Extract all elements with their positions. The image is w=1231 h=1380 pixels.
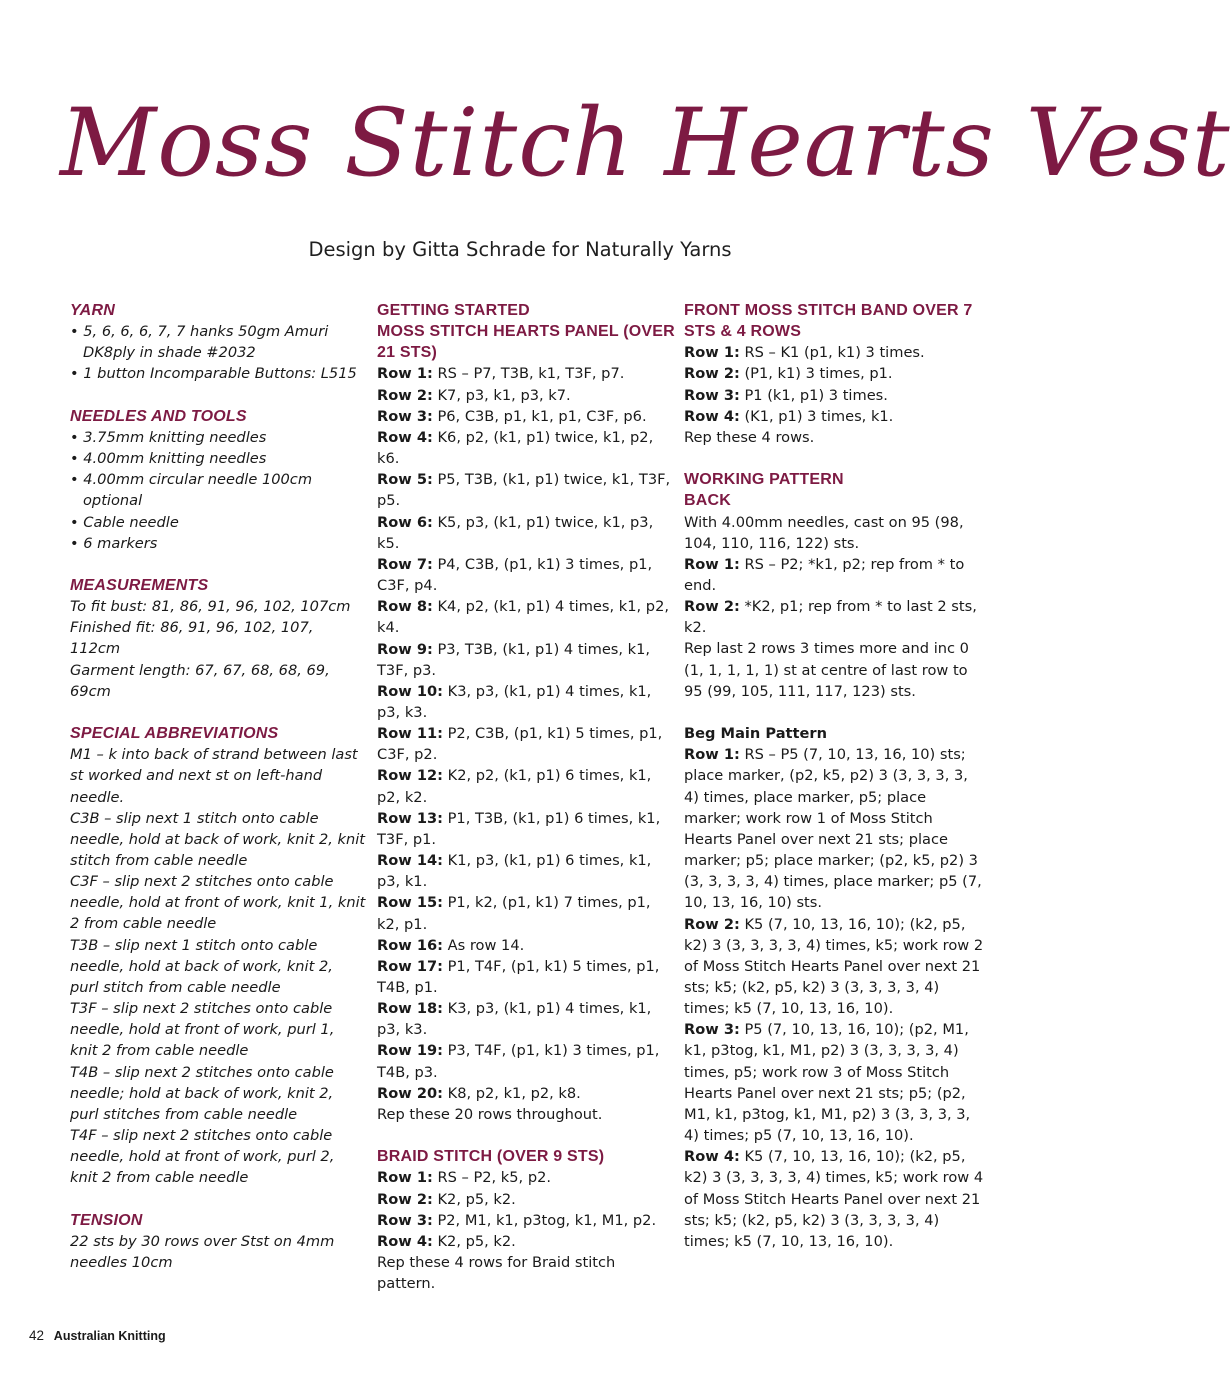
row-text: K5 (7, 10, 13, 16, 10); (k2, p5, k2) 3 (3, 3, 3, 3, 4) times, k5; work row 4 of Moss Stitch Hearts Panel over next 21 sts; k5; (k2, p5, k2) 3 (3, 3, 3, 3, 4) times; k5 (7, 10, 13, 16, 10). [684,1148,984,1250]
row-label: Row 16: [377,936,443,954]
working-pattern-section [684,469,984,702]
abbreviation-line: T4F – slip next 2 stitches onto cable needle, hold at front of work, purl 2, knit 2 from cable needle [70,1127,335,1187]
braid-section [377,1146,675,1294]
row-label: Row 1: [684,344,740,362]
row-label: Row 20: [377,1084,443,1102]
pattern-row [377,850,675,892]
row-text: P1, k2, (p1, k1) 7 times, p1, k2, p1. [377,894,651,933]
abbreviation-line: C3F – slip next 2 stitches onto cable needle, hold at front of work, knit 1, knit 2 from cable needle [70,873,366,933]
pattern-row [684,596,984,638]
needle-item-text: 4.00mm knitting needles [83,450,267,468]
pattern-row [684,342,984,363]
yarn-section [70,300,366,385]
pattern-row [377,512,675,554]
row-text: P5 (7, 10, 13, 16, 10); (p2, M1, k1, p3tog, k1, M1, p2) 3 (3, 3, 3, 3, 4) times, p5; work row 3 of Moss Stitch Hearts Panel over next 21 sts; p5; (p2, M1, k1, p3tog, k1, M1, p2) 3 (3, 3, 3, 3, 4) times; p5 (7, 10, 13, 16, 10). [684,1021,971,1145]
main-pattern-heading: Beg Main Pattern [684,725,827,743]
pattern-row [377,1167,675,1188]
list-item: • 4.00mm circular needle 100cm optional [70,471,313,510]
needle-item-text: Cable needle [83,513,179,531]
braid-note: Rep these 4 rows for Braid stitch pattern. [377,1254,616,1293]
row-label: Row 3: [377,407,433,425]
row-label: Row 4: [377,428,433,446]
row-label: Row 18: [377,1000,443,1018]
abbreviation-line: M1 – k into back of strand between last st worked and next st on left-hand needle. [70,746,358,806]
row-text: RS – P7, T3B, k1, T3F, p7. [432,365,625,383]
middle-column [377,300,675,1315]
row-label: Row 14: [377,852,443,870]
pattern-row [377,363,675,384]
row-label: Row 1: [684,555,740,573]
pattern-row [684,385,984,406]
pattern-row [377,1083,675,1104]
abbreviation-line: T4B – slip next 2 stitches onto cable needle; hold at back of work, knit 2, purl stitches from cable needle [70,1063,334,1123]
list-item: • 4.00mm knitting needles [70,450,267,468]
row-text: RS – P2; *k1, p2; rep from * to end. [684,555,965,595]
row-label: Row 13: [377,809,443,827]
row-label: Row 1: [684,746,740,764]
pattern-row [377,406,675,427]
row-text: As row 14. [442,936,525,954]
pattern-row [377,998,675,1040]
row-text: RS – P5 (7, 10, 13, 16, 10) sts; place marker, (p2, k5, p2) 3 (3, 3, 3, 3, 4) times, place marker, p5; place marker; work row 1 of Moss Stitch Hearts Panel over next 21 sts; place marker; p5; place marker; (p2, k5, p2) 3 (3, 3, 3, 3, 4) times, place marker; p5 (7, 10, 13, 16, 10) sts. [684,746,982,912]
measurements-section [70,575,366,702]
row-text: K2, p5, k2. [432,1190,516,1208]
pattern-row [377,935,675,956]
row-label: Row 15: [377,894,443,912]
row-text: K8, p2, k1, p2, k8. [442,1084,581,1102]
list-item: • 5, 6, 6, 6, 7, 7 hanks 50gm Amuri DK8ply in shade #2032 [70,323,329,362]
pattern-row [377,723,675,765]
pattern-row [377,956,675,998]
back-heading: BACK [684,492,732,510]
row-text: K7, p3, k1, p3, k7. [432,386,571,404]
needles-section [70,406,366,554]
row-label: Row 4: [377,1232,433,1250]
abbreviation-line: T3F – slip next 2 stitches onto cable needle, hold at front of work, purl 1, knit 2 from cable needle [70,1000,335,1060]
row-label: Row 2: [684,365,740,383]
measurement-line: Garment length: 67, 67, 68, 68, 69, 69cm [70,661,330,700]
row-text: *K2, p1; rep from * to last 2 sts, k2. [684,598,977,637]
right-column [684,300,984,1273]
row-text: P1, T3B, (k1, p1) 6 times, k1, T3F, p1. [377,809,661,848]
row-text: P4, C3B, (p1, k1) 3 times, p1, C3F, p4. [377,555,653,595]
row-text: P1, T4F, (p1, k1) 5 times, p1, T4B, p1. [377,957,660,996]
row-text: P2, C3B, (p1, k1) 5 times, p1, C3F, p2. [377,725,663,764]
abbreviation-line: T3B – slip next 1 stitch onto cable needle, hold at back of work, knit 2, purl stitch from cable needle [70,936,333,996]
magazine-name: Australian Knitting [53,1329,166,1343]
list-item: • 3.75mm knitting needles [70,428,267,446]
band-heading: FRONT MOSS STITCH BAND OVER 7 STS & 4 ROWS [684,302,973,341]
pattern-row [684,1019,984,1146]
pattern-row [377,808,675,850]
row-label: Row 19: [377,1042,443,1060]
tension-section [70,1210,366,1273]
abbreviation-line: C3B – slip next 1 stitch onto cable needle, hold at back of work, knit 2, knit stitch from cable needle [70,809,365,870]
working-pattern-heading: WORKING PATTERN [684,471,844,489]
abbreviations-section [70,723,366,1188]
pattern-row [377,554,675,596]
row-label: Row 2: [684,915,740,933]
tension-heading: TENSION [70,1211,143,1229]
row-text: P3, T3B, (k1, p1) 4 times, k1, T3F, p3. [377,640,651,679]
needle-item-text: 3.75mm knitting needles [83,428,267,446]
row-label: Row 4: [684,1148,740,1166]
page-number: 42 [29,1328,45,1343]
row-text: K6, p2, (k1, p1) twice, k1, p2, k6. [377,428,654,468]
row-text: RS – K1 (p1, k1) 3 times. [739,344,925,362]
yarn-item-text: 5, 6, 6, 6, 7, 7 hanks 50gm Amuri DK8ply in shade #2032 [83,323,329,362]
yarn-heading: YARN [70,302,115,319]
tension-text: 22 sts by 30 rows over Stst on 4mm needles 10cm [70,1232,335,1271]
row-label: Row 7: [377,555,433,573]
pattern-row [684,363,984,384]
page-footer [29,1328,166,1343]
left-column [70,300,366,1294]
row-text: K3, p3, (k1, p1) 4 times, k1, p3, k3. [377,682,652,721]
pattern-row [377,765,675,807]
pattern-row [684,406,984,427]
main-pattern-section [684,723,984,1252]
pattern-row [684,554,984,596]
abbreviations-heading: SPECIAL ABBREVIATIONS [70,725,279,743]
row-label: Row 9: [377,640,433,658]
row-text: P5, T3B, (k1, p1) twice, k1, T3F, p5. [377,471,671,510]
row-label: Row 3: [377,1211,433,1229]
yarn-item-text: 1 button Incomparable Buttons: L515 [83,365,357,383]
row-text: K3, p3, (k1, p1) 4 times, k1, p3, k3. [377,1000,652,1039]
band-section [684,300,984,448]
hearts-panel-section [377,300,675,1125]
row-text: K5, p3, (k1, p1) twice, k1, p3, k5. [377,513,654,552]
needles-heading: NEEDLES AND TOOLS [70,407,247,425]
row-label: Row 2: [377,386,433,404]
pattern-row [684,744,984,913]
row-label: Row 2: [377,1190,433,1208]
row-text: P1 (k1, p1) 3 times. [739,386,888,404]
row-label: Row 8: [377,598,433,616]
row-label: Row 1: [377,365,433,383]
row-text: K2, p2, (k1, p1) 6 times, k1, p2, k2. [377,767,652,806]
row-text: P6, C3B, p1, k1, p1, C3F, p6. [432,407,647,425]
pattern-row [377,1231,675,1252]
pattern-row [377,1040,675,1082]
row-label: Row 17: [377,957,443,975]
row-text: K4, p2, (k1, p1) 4 times, k1, p2, k4. [377,598,669,637]
row-label: Row 10: [377,682,443,700]
row-label: Row 4: [684,407,740,425]
pattern-row [377,1210,675,1231]
pattern-row [377,892,675,934]
list-item: • 6 markers [70,534,158,552]
needle-item-text: 6 markers [83,534,158,552]
row-label: Row 12: [377,767,443,785]
row-text: K1, p3, (k1, p1) 6 times, k1, p3, k1. [377,852,652,891]
row-text: RS – P2, k5, p2. [432,1169,552,1187]
pattern-row [684,914,984,1020]
row-text: P2, M1, k1, p3tog, k1, M1, p2. [432,1211,657,1229]
pattern-row [684,1146,984,1252]
pattern-row [377,639,675,681]
pattern-row [377,469,675,511]
row-label: Row 5: [377,471,433,489]
back-note: Rep last 2 rows 3 times more and inc 0 (1, 1, 1, 1, 1) st at centre of last row to 95 (99, 105, 111, 117, 123) sts. [684,640,969,700]
designer-byline: Design by Gitta Schrade for Naturally Yarns [308,238,732,261]
hearts-panel-heading: MOSS STITCH HEARTS PANEL (OVER 21 STS) [377,323,675,362]
pattern-row [377,385,675,406]
row-text: (P1, k1) 3 times, p1. [739,365,893,383]
band-note: Rep these 4 rows. [684,428,815,446]
measurements-heading: MEASUREMENTS [70,577,209,594]
row-text: K5 (7, 10, 13, 16, 10); (k2, p5, k2) 3 (3, 3, 3, 3, 4) times, k5; work row 2 of Moss Stitch Hearts Panel over next 21 sts; k5; (k2, p5, k2) 3 (3, 3, 3, 3, 4) times; k5 (7, 10, 13, 16, 10). [684,915,984,1018]
back-intro: With 4.00mm needles, cast on 95 (98, 104, 110, 116, 122) sts. [684,513,964,552]
row-text: (K1, p1) 3 times, k1. [739,407,894,425]
getting-started-heading: GETTING STARTED [377,302,530,319]
row-label: Row 3: [684,386,740,404]
list-item: • Cable needle [70,513,179,531]
row-label: Row 6: [377,513,433,531]
measurement-line: Finished fit: 86, 91, 96, 102, 107, 112cm [70,619,314,658]
needle-item-text: 4.00mm circular needle 100cm optional [83,471,313,510]
row-text: P3, T4F, (p1, k1) 3 times, p1, T4B, p3. [377,1042,660,1081]
row-label: Row 3: [684,1021,740,1039]
row-text: K2, p5, k2. [432,1232,516,1250]
pattern-row [377,681,675,723]
braid-heading: BRAID STITCH (OVER 9 STS) [377,1148,605,1166]
list-item: • 1 button Incomparable Buttons: L515 [70,365,357,383]
pattern-row [377,596,675,638]
pattern-title: Moss Stitch Hearts Vest [60,89,1231,198]
row-label: Row 1: [377,1169,433,1187]
row-label: Row 11: [377,725,443,743]
pattern-row [377,427,675,469]
row-label: Row 2: [684,598,740,616]
pattern-row [377,1189,675,1210]
measurement-line: To fit bust: 81, 86, 91, 96, 102, 107cm [70,598,351,616]
rows-note: Rep these 20 rows throughout. [377,1105,603,1123]
